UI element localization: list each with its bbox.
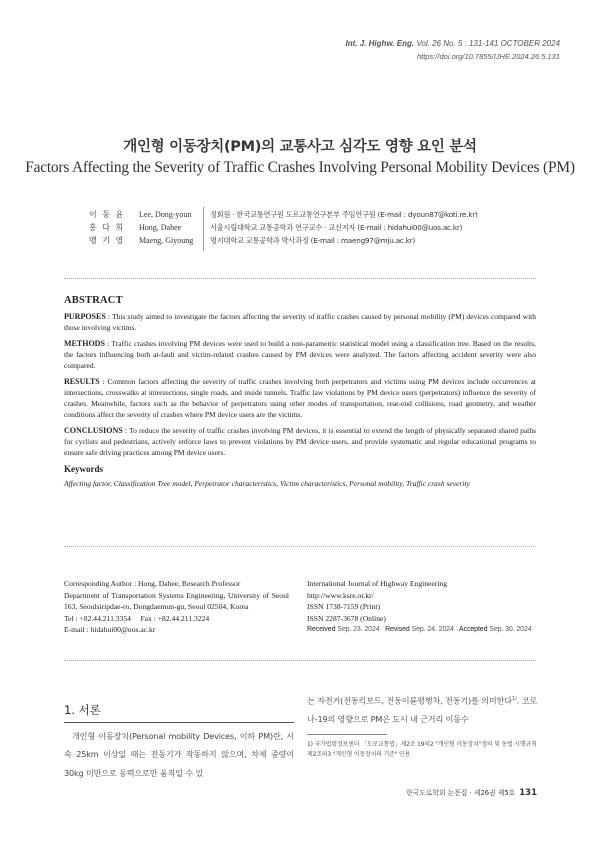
journal-url[interactable]: http://www.ksre.or.kr/ [307,590,374,600]
author-divider [203,207,204,251]
abstract-methods [64,338,536,371]
corresponding-address: Department of Transportation Systems Engineering, University of Seoul 163, Seoulsiripdae-ro, Dongdaemun-gu, Seoul 02504, Korea [64,590,289,612]
author-affiliation: 정회원 · 한국교통연구원 도로교통연구본부 주임연구원 (E-mail : dyoun87@koti.re.kr) [210,210,478,219]
doi-link[interactable]: https://doi.org/10.7855/IJHE.2024.26.5.131 [416,52,560,61]
correspondence-block [64,578,289,636]
revised-label: Revised [385,626,410,634]
author-korean-names [89,208,133,247]
journal-citation [346,39,560,48]
purposes-text: : This study aimed to investigate the factors affecting the severity of traffic crashes caused by personal mobility (PM) devices compared with those involving victims. [64,312,536,332]
dotted-divider [64,546,536,547]
keywords-list: Affecting factor, Classification Tree model, Perpetrator characteristics, Victim characteristics, Personal mobility, Traffic crash severity [64,479,470,488]
dotted-divider [64,278,536,279]
body-text-right [307,690,537,728]
accepted-date: Sep. 30. 2024 [489,626,532,634]
abstract-heading: ABSTRACT [64,295,123,306]
author-name-en: Hong, Dahee [139,223,182,232]
conclusions-text: : To reduce the severity of traffic crashes involving PM devices, it is essential to extend the length of physically separated shared paths for cyclists and pedestrians, actively enforce laws to prevent violations by PM device users, and provide systematic and regular educational programs to ensure safe driving practices among PM device users. [64,426,536,457]
author-affiliation: 명지대학교 교통공학과 박사과정 (E-mail : maeng97@mju.ac.kr) [210,236,416,245]
author-english-names [139,208,209,247]
accepted-label: Accepted [459,626,488,634]
issn-print: ISSN 1738-7159 (Print) [307,602,380,612]
body-text-part: . 코로나-19의 영향으로 PM은 도시 내 근거리 이동수 [307,695,537,724]
author-name-ko: 맹 기 영 [89,236,125,245]
corresponding-email[interactable]: E-mail : hidahui00@uos.ac.kr [64,625,156,635]
author-name-ko: 홍 다 희 [89,223,125,232]
footnote-marker[interactable]: 1) [511,696,517,702]
keywords-heading: Keywords [64,464,103,474]
issn-online: ISSN 2287-3678 (Online) [307,613,386,623]
footnote-rule [307,734,387,735]
section-rule [64,722,294,723]
journal-abbreviation: Int. J. Highw. Eng. [345,39,415,48]
footer-journal: 한국도로학회 논문집 · 제26권 제5호 [406,789,516,797]
article-dates [307,624,547,636]
abstract-conclusions [64,425,536,458]
author-name-ko: 이 동 윤 [89,210,125,219]
received-date: Sep. 23. 2024 [337,626,380,634]
abstract-results [64,376,536,420]
dotted-divider [64,660,536,661]
methods-label: METHODS [64,339,105,348]
results-label: RESULTS [64,377,100,386]
body-text-left [64,727,294,782]
page-footer [406,787,537,798]
methods-text: : Traffic crashes involving PM devices were used to build a non-parametric statistical model using a classification tree. Based on the results, the factors influencing both at-fault and victim-related crashes caused by PM devices were analyzed. The factors affecting accident severity were also compared. [64,339,536,370]
received-label: Received [307,626,336,634]
page-number: 131 [519,788,537,798]
results-text: : Common factors affecting the severity of traffic crashes involving both perpetrators and victims using PM devices include occurrences at intersections, crosswalks at intersections, single roads, and inside tunnels. Traffic law violations by PM device users (perpetrators) influence the severity of crashes. Meanwhile, factors such as the behavior of perpetrators using other modes of transportation, rear-end collisions, road geometry, and weather conditions affect the severity of crashes where PM device users are the victims. [64,377,536,419]
abstract-block [64,295,536,489]
corresponding-phone-fax: Tel : +82.44.211.3354 Fax : +82.44.211.3224 [64,613,210,623]
corresponding-author: Corresponding Author : Hong, Dahee, Research Professor [64,579,241,588]
author-name-en: Lee, Dong-youn [139,210,192,219]
purposes-label: PURPOSES [64,312,106,321]
journal-info-block [307,578,547,636]
revised-date: Sep. 24. 2024 [411,626,454,634]
title-korean: 개인형 이동장치(PM)의 교통사고 심각도 영향 요인 분석 [123,139,477,155]
abstract-purposes [64,311,536,333]
author-affiliations [210,208,478,247]
journal-name: International Journal of Highway Engineering [307,579,448,588]
author-affiliation: 서울시립대학교 교통공학과 연구교수 · 교신저자 (E-mail : hidahui00@uos.ac.kr) [210,223,463,232]
conclusions-label: CONCLUSIONS [64,426,123,435]
volume-issue: Vol. 26 No. 5 : 131-141 OCTOBER 2024 [416,39,560,48]
footnote: 1) 국가법령정보센터 「도로교통법」제2조 19의2 "개인형 이동장치"정의 및 동법 시행규칙 제2조의3 "개인형 이동장치의 기준" 인용 [307,741,537,758]
body-paragraph: 개인형 이동장치(Personal mobility Devices, 이하 PM)란, 시속 25km 이상일 때는 전동기가 작동하지 않으며, 차체 중량이 30kg 미만으로 동력으로만 움직일 수 있 [64,731,294,778]
author-name-en: Maeng, Giyoung [139,236,194,245]
body-text-part: 는 자전거(전동킥보드, 전동이륜평행차, 전동기)를 의미한다 [307,695,512,706]
title-english: Factors Affecting the Severity of Traffic Crashes Involving Personal Mobility Devices (PM) [25,159,575,176]
section-title: 1. 서론 [64,703,101,717]
